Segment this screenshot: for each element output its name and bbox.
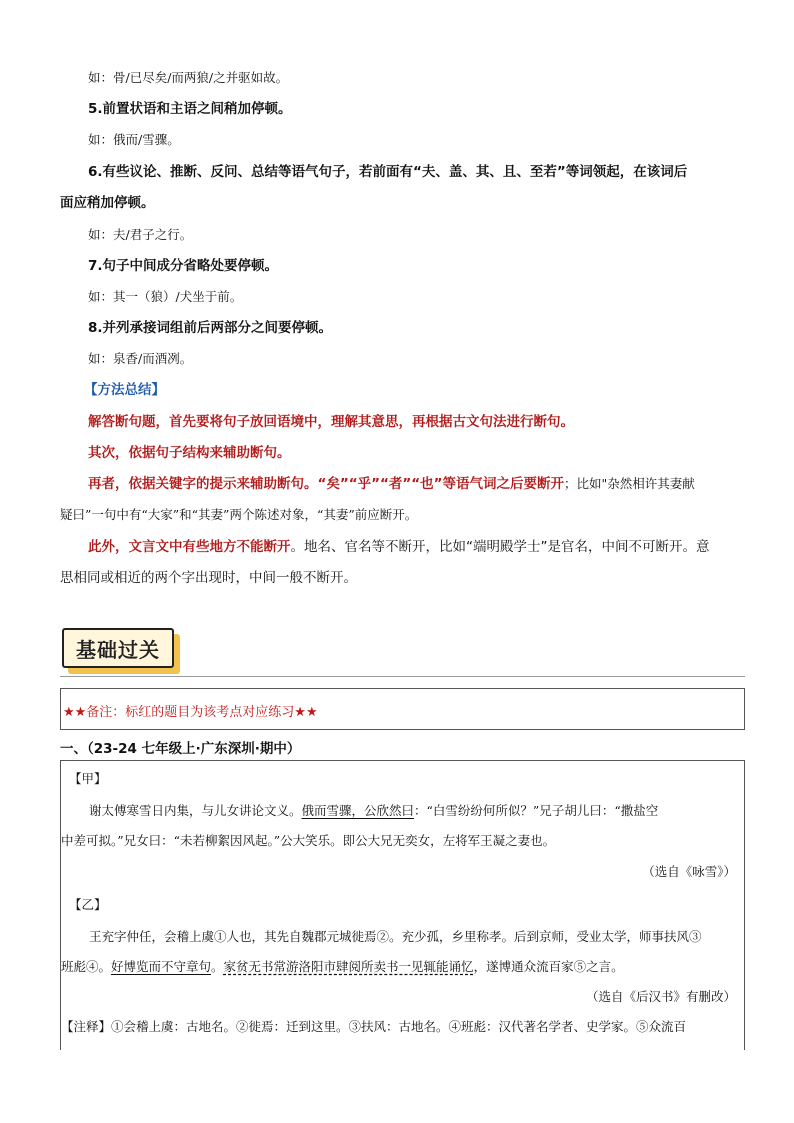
method-paragraph-4 <box>88 537 768 557</box>
note-text: ★★备注：标红的题目为该考点对应练习★★ <box>63 705 318 720</box>
rule-6: 6.有些议论、推断、反问、总结等语气句子，若前面有“夫、盖、其、且、至若”等词领起，在该词后 <box>88 164 688 180</box>
method-paragraph-4-rest: 。地名、官名等不断开，比如“端明殿学士”是官名，中间不可断开。意 <box>290 539 710 555</box>
passage-yi-text-rest: ，遂博通众流百家⑤之言。 <box>473 959 624 974</box>
example-line: 如：泉香/而酒冽。 <box>88 351 193 366</box>
passage-yi-source: （选自《后汉书》有删改） <box>585 989 736 1004</box>
passage-yi-label: 【乙】 <box>69 897 107 912</box>
passage-yi-dashed-underline: 家贫无书常游洛阳市肆阅所卖书一见辄能诵忆 <box>223 959 474 974</box>
passage-jia-source: （选自《咏雪》） <box>642 864 736 879</box>
method-paragraph-3-emphasis: 再者，依据关键字的提示来辅助断句。“矣”“乎”“者”“也”等语气词之后要断开 <box>88 476 564 492</box>
passage-jia-line-2: 中差可拟。”兄女曰：“未若柳絮因风起。”公大笑乐。即公大兄无奕女，左将军王凝之妻也。 <box>61 833 556 848</box>
example-line: 如：俄而/雪骤。 <box>88 132 180 147</box>
passage-box <box>60 760 745 1050</box>
passage-yi-line-2 <box>61 957 624 977</box>
note-box <box>60 688 745 730</box>
passage-notes: 【注释】①会稽上虞：古地名。②徙焉：迁到这里。③扶风：古地名。④班彪：汉代著名学者、史学家。⑤众流百 <box>61 1019 687 1034</box>
method-paragraph-3-continued: 疑曰”一句中有“大家”和“其妻”两个陈述对象，“其妻”前应断开。 <box>60 507 418 522</box>
method-paragraph-3 <box>88 474 768 494</box>
rule-5: 5.前置状语和主语之间稍加停顿。 <box>88 101 292 117</box>
passage-yi-text-mid: 。 <box>211 959 224 974</box>
passage-yi-text: 班彪④。 <box>61 959 112 974</box>
passage-jia-label: 【甲】 <box>69 771 107 786</box>
example-line: 如：夫/君子之行。 <box>88 227 193 242</box>
method-paragraph-3-rest: ；比如"杂然相许其妻献 <box>563 476 695 491</box>
rule-6-continued: 面应稍加停顿。 <box>60 195 155 211</box>
section-divider <box>60 676 745 677</box>
method-paragraph-4-continued: 思相同或相近的两个字出现时，中间一般不断开。 <box>60 570 357 586</box>
rule-8: 8.并列承接词组前后两部分之间要停顿。 <box>88 320 333 336</box>
method-paragraph-1: 解答断句题，首先要将句子放回语境中，理解其意思，再根据古文句法进行断句。 <box>88 414 574 430</box>
example-line: 如：其一（狼）/犬坐于前。 <box>88 289 243 304</box>
rule-7: 7.句子中间成分省略处要停顿。 <box>88 258 279 274</box>
question-title: 一、（23-24 七年级上·广东深圳·期中） <box>60 741 301 757</box>
passage-jia-text: 谢太傅寒雪日内集，与儿女讲论文义。 <box>89 803 302 818</box>
passage-jia-text-rest: ：“白雪纷纷何所似？”兄子胡儿曰：“撒盐空 <box>414 803 659 818</box>
passage-jia-underlined: 俄而雪骤，公欣然曰 <box>301 803 415 818</box>
example-line: 如：骨/已尽矣/而两狼/之并驱如故。 <box>88 70 289 85</box>
passage-yi-underlined: 好博览而不守章句 <box>111 959 212 974</box>
passage-jia-line-1 <box>89 801 658 821</box>
method-paragraph-4-emphasis: 此外，文言文中有些地方不能断开 <box>88 539 291 555</box>
badge-label: 基础过关 <box>62 628 174 668</box>
passage-yi-line-1: 王充字仲任，会稽上虞①人也，其先自魏郡元城徙焉②。充少孤，乡里称孝。后到京师，受业太学，师事扶风③ <box>89 929 702 944</box>
method-summary-heading: 【方法总结】 <box>84 382 165 398</box>
method-paragraph-2: 其次，依据句子结构来辅助断句。 <box>88 445 291 461</box>
section-badge <box>62 628 182 676</box>
